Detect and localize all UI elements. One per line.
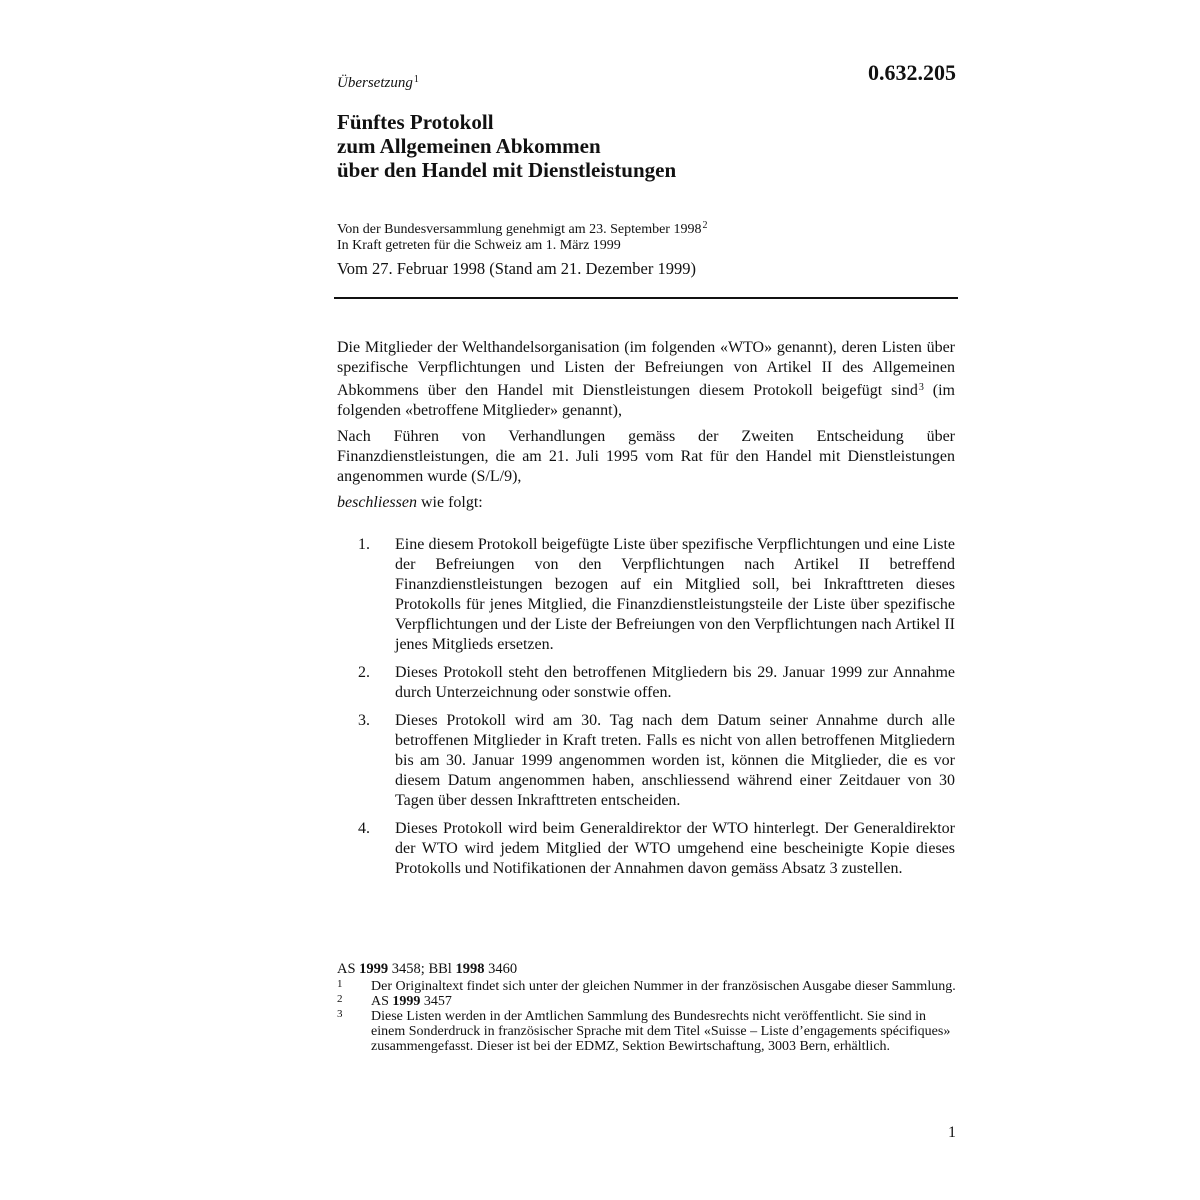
footnote-1 [337, 979, 957, 994]
approval-line [337, 218, 707, 238]
in-force-line: In Kraft getreten für die Schweiz am 1. März 1999 [337, 238, 621, 253]
as-year: 1999 [359, 961, 389, 977]
list-item [337, 535, 955, 655]
articles-list [337, 535, 955, 887]
preamble-paragraph-1 [337, 338, 955, 421]
footnote-ref-3[interactable]: 3 [918, 382, 924, 393]
sr-number: 0.632.205 [868, 60, 956, 85]
article-text: Dieses Protokoll wird beim Generaldirektor der WTO hinterlegt. Der Generaldirektor der WTO wird jedem Mitglied der WTO umgehend eine bescheinigte Kopie dieses Protokolls und Notifikationen der Annahmen davon gemäss Absatz 3 zustellen. [395, 820, 955, 877]
preamble-text: Die Mitglieder der Welthandelsorganisation (im folgenden «WTO» genannt), deren Listen über spezifische Verpflichtungen und Listen der Befreiungen von Artikel II des Allgemeinen Abkommens über den Handel mit Dienstleistungen diesem Protokoll beigefügt sind [337, 339, 955, 399]
article-text: Dieses Protokoll steht den betroffenen Mitgliedern bis 29. Januar 1999 zur Annahme durch Unterzeichnung oder sonstwie offen. [395, 664, 955, 701]
footnote-text: Der Originaltext findet sich unter der gleichen Nummer in der französischen Ausgabe dieser Sammlung. [371, 979, 956, 994]
title-line-1: Fünftes Protokoll [337, 110, 494, 134]
bbl-page: 3460 [484, 961, 518, 977]
approval-text: Von der Bundesversammlung genehmigt am 23. September 1998 [337, 222, 702, 237]
as-prefix: AS [337, 961, 360, 977]
preamble-paragraph-3 [337, 493, 955, 513]
footnotes [337, 962, 957, 1054]
footnote-text: Diese Listen werden in der Amtlichen Sammlung des Bundesrechts nicht veröffentlicht. Sie sind in einem Sonderdruck in französischer Sprache mit dem Titel «Suisse – Liste d’engagements spécifiques» zusammengefasst. Dieser ist bei der EDMZ, Sektion Bewirtschaftung, 3003 Bern, erhältlich. [371, 1009, 951, 1054]
footnote-2 [337, 994, 957, 1009]
resolve-word: beschliessen [337, 494, 417, 511]
date-line: Vom 27. Februar 1998 (Stand am 21. Dezember 1999) [337, 259, 696, 278]
footnote-prefix: AS [371, 994, 393, 1009]
title-line-3: über den Handel mit Dienstleistungen [337, 158, 677, 182]
preamble-paragraph-2: Nach Führen von Verhandlungen gemäss der Zweiten Entscheidung über Finanzdienstleistungen, die am 21. Juli 1995 vom Rat für den Handel mit Dienstleistungen angenommen wurde (S/L/9), [337, 428, 955, 485]
article-text: Eine diesem Protokoll beigefügte Liste über spezifische Verpflichtungen und eine Liste der Befreiungen von den Verpflichtungen nach Artikel II betreffend Finanzdienstleistungen bezogen auf ein Mitglied soll, bei Inkrafttreten dieses Protokolls für jenes Mitglied, die Finanzdienstleistungsteile der Liste über spezifische Verpflichtungen und der Liste der Befreiungen von den Verpflichtungen nach Artikel II jenes Mitglieds ersetzen. [395, 536, 955, 653]
bbl-year: 1998 [455, 961, 485, 977]
header-divider [334, 297, 958, 299]
footnote-suffix: 3457 [420, 994, 452, 1009]
document-title [337, 110, 676, 182]
footnote-number: 1 [337, 978, 343, 990]
title-line-2: zum Allgemeinen Abkommen [337, 134, 601, 158]
footnote-ref-1[interactable]: 1 [413, 74, 419, 85]
footnote-bold: 1999 [392, 994, 421, 1009]
article-number: 1. [358, 536, 370, 553]
list-item [337, 663, 955, 703]
article-number: 3. [358, 712, 370, 729]
resolve-rest: wie folgt: [416, 494, 483, 511]
preamble-text-after: (im folgenden «betroffene Mitglieder» genannt), [337, 382, 956, 419]
page-number: 1 [948, 1124, 956, 1141]
translation-label [337, 74, 419, 92]
as-page: 3458; BBl [388, 961, 456, 977]
publication-reference [337, 962, 957, 977]
article-text: Dieses Protokoll wird am 30. Tag nach dem Datum seiner Annahme durch alle betroffenen Mitglieder in Kraft treten. Falls es nicht von allen betroffenen Mitgliedern bis am 30. Januar 1999 angenommen worden ist, können die Mitglieder, die es vor diesem Datum angenommen haben, anschliessend während einer Zeitdauer von 30 Tagen über dessen Inkrafttreten entscheiden. [395, 712, 955, 809]
footnote-3 [337, 1009, 957, 1054]
article-number: 2. [358, 664, 370, 681]
footnote-ref-2[interactable]: 2 [702, 220, 708, 231]
list-item [337, 819, 955, 879]
footnote-number: 2 [337, 993, 343, 1005]
approval-info [337, 218, 707, 254]
list-item [337, 711, 955, 811]
article-number: 4. [358, 820, 370, 837]
translation-text: Übersetzung [337, 75, 413, 91]
footnote-number: 3 [337, 1008, 343, 1020]
